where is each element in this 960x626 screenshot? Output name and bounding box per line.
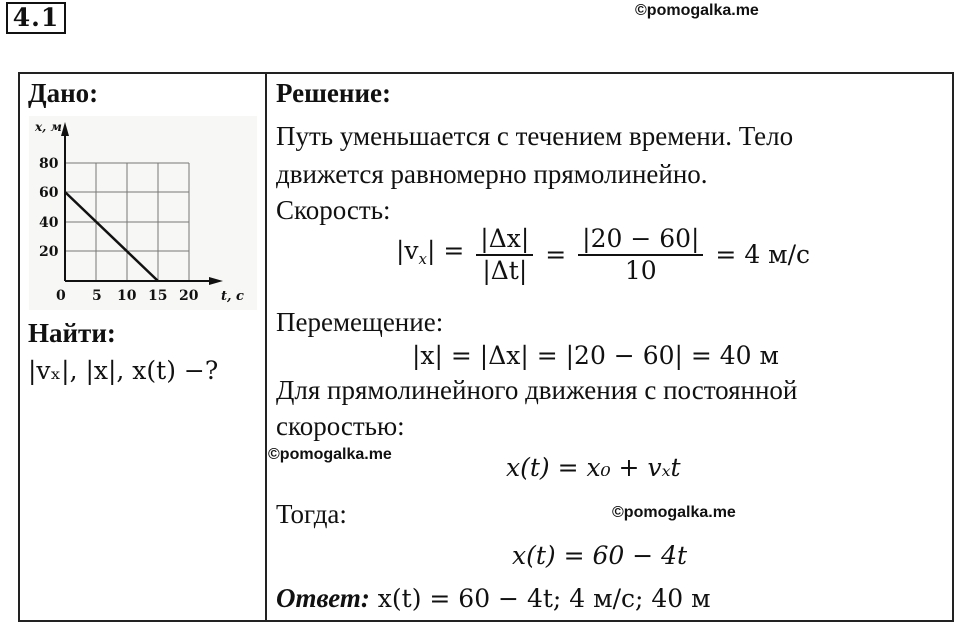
speed-result: = 4 м/с [715, 240, 811, 269]
specific-motion-equation: x(t) = 60 − 4t [512, 541, 688, 570]
speed-label: Скорость: [276, 195, 391, 225]
svg-text:20: 20 [179, 288, 199, 304]
svg-text:80: 80 [39, 156, 59, 172]
fraction-values-denominator: 10 [578, 254, 703, 286]
svg-text:40: 40 [39, 215, 59, 231]
speed-formula: $|v_x|$ = $\frac{|\Delta x|}{|\Delta t|}$ = $\frac{|20 - 60|}{10}$ = 4 м/с [396, 224, 811, 285]
then-label: Тогда: [276, 499, 347, 529]
svg-text:20: 20 [39, 244, 59, 260]
speed-lhs-subscript: x [418, 250, 428, 268]
svg-text:60: 60 [39, 185, 59, 201]
fraction-values-numerator: |20 − 60| [582, 224, 700, 253]
svg-text:t, с: t, с [221, 289, 244, 304]
position-time-graph [29, 116, 257, 310]
speed-lhs: |v [396, 236, 419, 265]
watermark: ©pomogalka.me [268, 446, 392, 463]
solution-text-line-1: Путь уменьшается с течением времени. Тело [276, 121, 794, 151]
general-motion-equation: x(t) = x₀ + vₓt [506, 453, 681, 482]
column-divider [265, 74, 267, 620]
fraction-delta-numerator: |Δx| [480, 224, 530, 253]
svg-text:15: 15 [148, 288, 168, 304]
fraction-delta-denominator: |Δt| [476, 254, 533, 286]
svg-text:0: 0 [56, 288, 66, 304]
solution-table [18, 72, 954, 622]
fraction-delta [476, 224, 533, 286]
watermark: ©pomogalka.me [635, 2, 759, 19]
svg-text:5: 5 [92, 288, 102, 304]
graph-svg [29, 116, 257, 310]
answer-label: Ответ: [276, 583, 370, 613]
displacement-formula: |x| = |Δx| = |20 − 60| = 40 м [412, 341, 779, 370]
answer-text: x(t) = 60 − 4t; 4 м/с; 40 м [369, 584, 711, 613]
solution-title: Решение: [276, 78, 391, 108]
watermark: ©pomogalka.me [612, 504, 736, 521]
svg-text:10: 10 [117, 288, 137, 304]
uniform-motion-line-2: скоростью: [276, 411, 405, 441]
uniform-motion-line-1: Для прямолинейного движения с постоянной [276, 375, 798, 405]
svg-text:x, м: x, м [35, 120, 62, 134]
answer [276, 582, 711, 615]
find-unknowns: |vₓ|, |x|, x(t) −? [28, 356, 219, 385]
fraction-values [578, 224, 703, 286]
given-title: Дано: [28, 78, 99, 108]
problem-number: 4.1 [6, 2, 66, 34]
find-title: Найти: [28, 318, 116, 348]
solution-text-line-2: движется равномерно прямолинейно. [276, 159, 708, 189]
displacement-label: Перемещение: [276, 307, 444, 337]
